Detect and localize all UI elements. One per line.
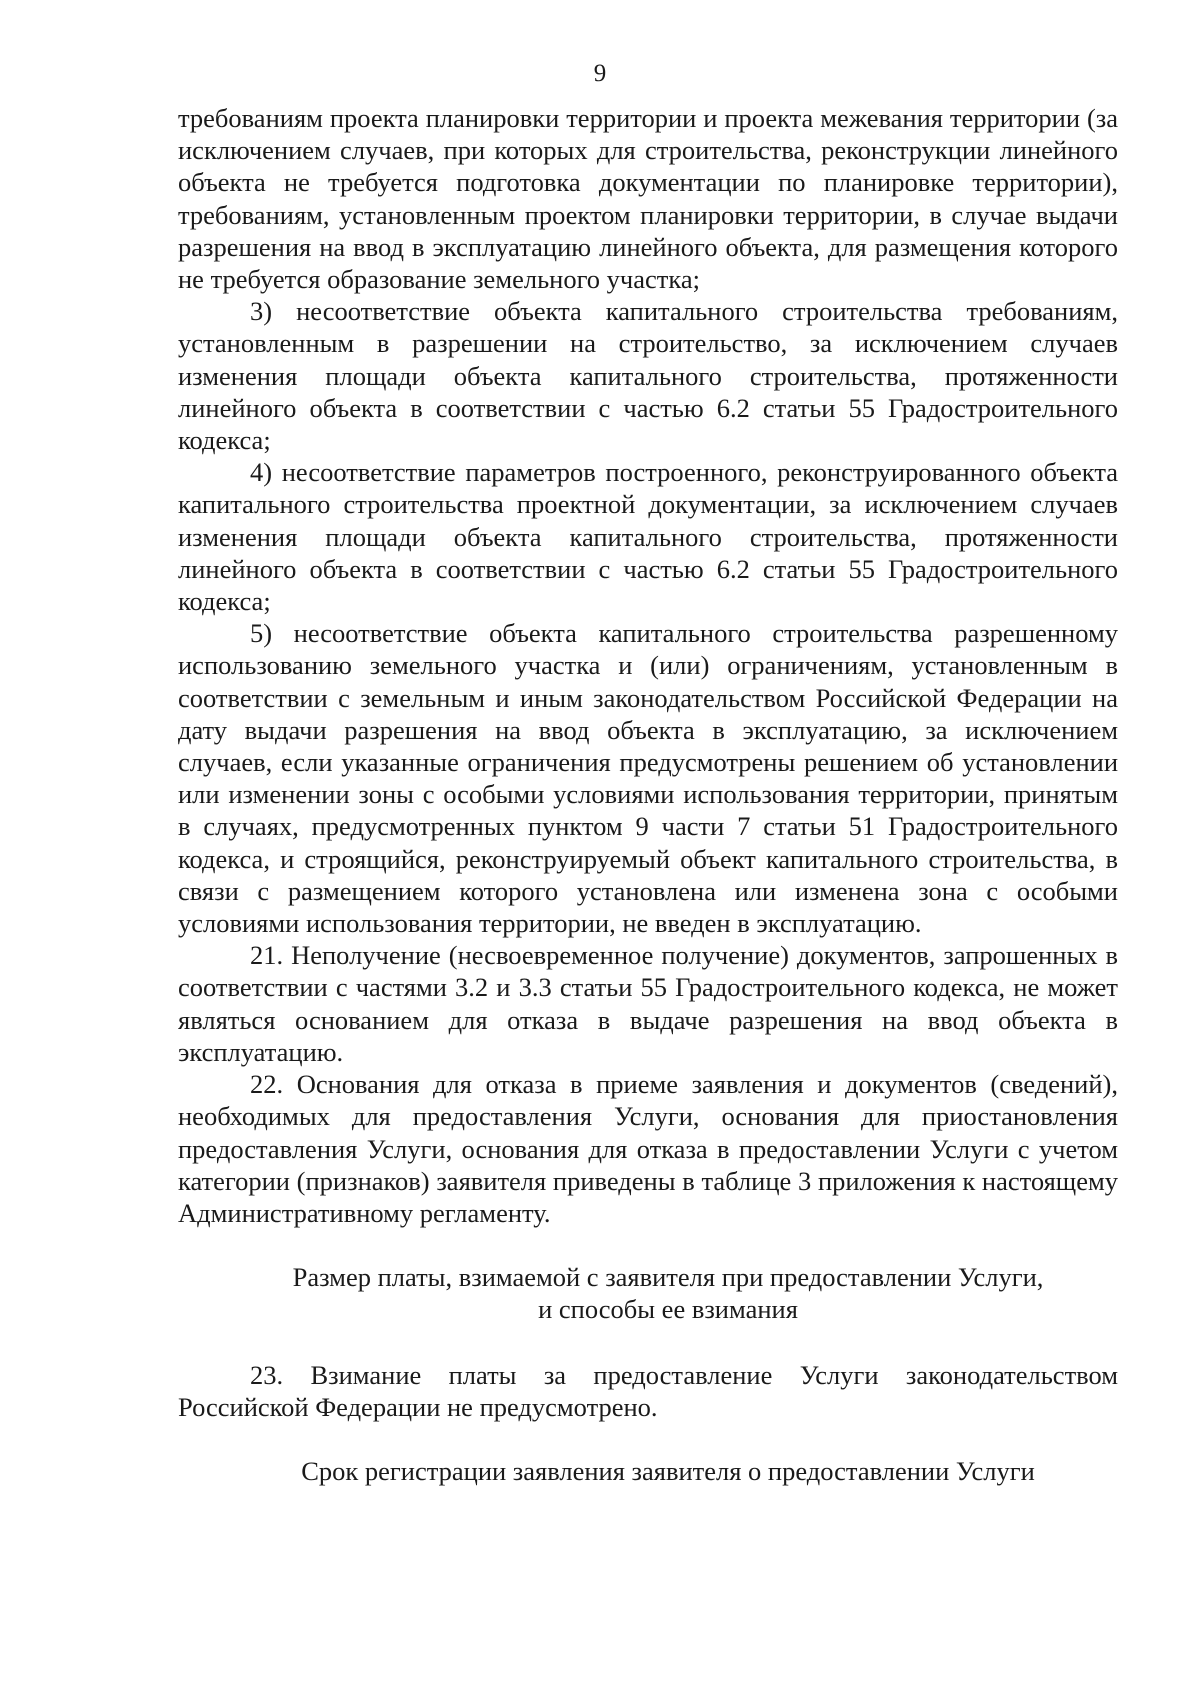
section-heading-registration: Срок регистрации заявления заявителя о предоставлении Услуги — [301, 1455, 1035, 1486]
paragraph-23: 23. Взимание платы за предоставление Услуги законодательством Российской Федерации не предусмотрено. — [178, 1359, 1118, 1422]
paragraph-21: 21. Неполучение (несвоевременное получение) документов, запрошенных в соответствии с частями 3.2 и 3.3 статьи 55 Градостроительного кодекса, не может являться основанием для отказа в выдаче разрешения на ввод объекта в эксплуатацию. — [178, 940, 1118, 1067]
paragraph-continuation: требованиям проекта планировки территории и проекта межевания территории (за исключением случаев, при которых для строительства, реконструкции линейного объекта не требуется подготовка документации по планировке территории), требованиям, установленным проектом планировки территории, в случае выдачи разрешения на ввод в эксплуатацию линейного объекта, для размещения которого не требуется образование земельного участка; — [178, 103, 1118, 295]
paragraph-item-5: 5) несоответствие объекта капитального строительства разрешенному использованию земельного участка и (или) ограничениям, установленным в соответствии с земельным и иным законодательством Российской Федерации на дату выдачи разрешения на ввод объекта в эксплуатацию, за исключением случаев, если указанные ограничения предусмотрены решением об установлении или изменении зоны с особыми условиями использования территории, принятым в случаях, предусмотренных пунктом 9 части 7 статьи 51 Градостроительного кодекса, и строящийся, реконструируемый объект капитального строительства, в связи с размещением которого установлена или изменена зона с особыми условиями использования территории, не введен в эксплуатацию. — [178, 618, 1118, 939]
section-heading-fee — [218, 1261, 1118, 1325]
page-number: 9 — [593, 60, 607, 87]
document-body — [178, 102, 1118, 1487]
section-heading-fee-line2: и способы ее взимания — [538, 1294, 798, 1325]
section-heading-fee-line1: Размер платы, взимаемой с заявителя при предоставлении Услуги, — [292, 1262, 1044, 1293]
paragraph-item-4: 4) несоответствие параметров построенного, реконструированного объекта капитального строительства проектной документации, за исключением случаев изменения площади объекта капитального строительства, протяженности линейного объекта в соответствии с частью 6.2 статьи 55 Градостроительного кодекса; — [178, 457, 1118, 617]
paragraph-22: 22. Основания для отказа в приеме заявления и документов (сведений), необходимых для предоставления Услуги, основания для приостановления предоставления Услуги, основания для отказа в предоставлении Услуги с учетом категории (признаков) заявителя приведены в таблице 3 приложения к настоящему Административному регламенту. — [178, 1069, 1118, 1228]
paragraph-item-3: 3) несоответствие объекта капитального строительства требованиям, установленным в разрешении на строительство, за исключением случаев изменения площади объекта капитального строительства, протяженности линейного объекта в соответствии с частью 6.2 статьи 55 Градостроительного кодекса; — [178, 296, 1118, 456]
